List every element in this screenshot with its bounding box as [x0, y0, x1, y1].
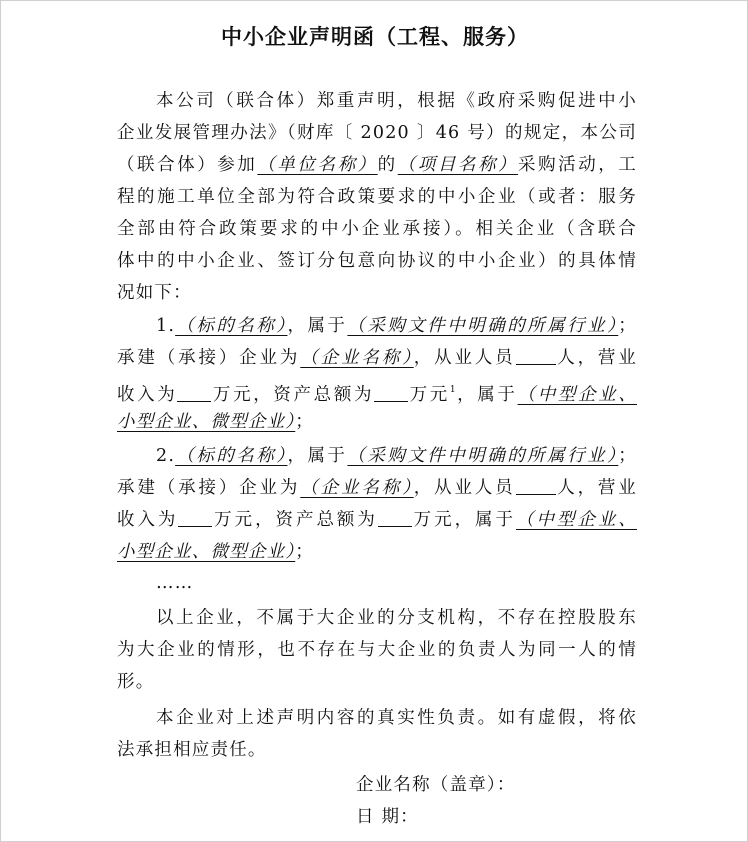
p1-participate-text: （联合体）参加 [117, 155, 258, 175]
item-number: 2. [156, 446, 176, 466]
employees-blank [516, 346, 556, 365]
paragraph-1-line-7: 况如下： [117, 283, 192, 303]
contractor-text: 承建（承接）企业为 [117, 348, 301, 368]
enterprise-size-placeholder: （中型企业、 [517, 385, 638, 405]
company-seal-label: 企业名称（盖章）： [356, 775, 516, 795]
paragraph-3-line-1: 本企业对上述声明内容的真实性负责。如有虚假，将依 [156, 708, 637, 728]
semicolon: ； [295, 412, 314, 432]
semicolon: ； [295, 542, 314, 562]
item-2-line-3 [117, 508, 637, 532]
income-text: 收入为 [117, 385, 178, 405]
belongs-text: ，属于 [287, 446, 348, 466]
subject-name-placeholder: （标的名称） [175, 316, 288, 336]
contractor-text: 承建（承接）企业为 [117, 478, 301, 498]
unit-text: 万元 [408, 385, 450, 405]
belongs-text: ，属于 [287, 316, 348, 336]
company-name-placeholder: （企业名称） [300, 478, 414, 498]
paragraph-2-line-3: 形。 [117, 672, 155, 692]
enterprise-size-placeholder-cont: 小型企业、微型企业） [117, 542, 296, 562]
income-blank [177, 383, 211, 402]
document-title: 中小企业声明函（工程、服务） [221, 25, 529, 49]
belongs-text: ，属于 [455, 385, 518, 405]
item-number: 1. [156, 316, 176, 336]
footnote-marker: 1 [449, 385, 456, 395]
paragraph-3-line-2: 法承担相应责任。 [117, 740, 267, 760]
assets-blank [378, 508, 412, 527]
enterprise-size-placeholder: （中型企业、 [515, 510, 637, 530]
belongs-text: ，属于 [454, 510, 516, 530]
enterprise-size-placeholder-cont: 小型企业、微型企业） [117, 412, 296, 432]
paragraph-2-line-1: 以上企业，不属于大企业的分支机构，不存在控股股东 [156, 608, 637, 628]
paragraph-1-line-5: 全部由符合政策要求的中小企业承接）。相关企业（含联合 [117, 219, 637, 239]
p1-procurement-text: 采购活动，工 [518, 155, 638, 175]
item-2-line-2 [117, 476, 637, 500]
company-name-placeholder: （企业名称） [300, 348, 414, 368]
unit-name-placeholder: （单位名称） [257, 155, 378, 175]
assets-blank [374, 383, 408, 402]
assets-text: 万元，资产总额为 [212, 510, 378, 530]
income-text: 收入为 [117, 510, 179, 530]
revenue-text: 人，营业 [555, 348, 638, 368]
employees-blank [516, 476, 556, 495]
item-1-line-4 [117, 410, 637, 434]
project-name-placeholder: （项目名称） [397, 155, 519, 175]
unit-text: 万元 [411, 510, 455, 530]
employees-text: ，从业人员 [413, 348, 516, 368]
item-1-line-1 [156, 314, 637, 338]
industry-placeholder: （采购文件中明确的所属行业） [347, 316, 619, 336]
ellipsis: …… [156, 573, 194, 593]
date-label: 日 期： [356, 807, 419, 827]
paragraph-1-line-1: 本公司（联合体）郑重声明，根据《政府采购促进中小 [156, 91, 637, 111]
item-2-line-4 [117, 540, 637, 564]
item-1-line-2 [117, 346, 637, 370]
industry-placeholder: （采购文件中明确的所属行业） [347, 446, 619, 466]
paragraph-1-line-4: 程的施工单位全部为符合政策要求的中小企业（或者：服务 [117, 187, 637, 207]
paragraph-2-line-2: 为大企业的情形，也不存在与大企业的负责人为同一人的情 [117, 640, 637, 660]
item-1-line-3 [117, 378, 637, 407]
assets-text: 万元，资产总额为 [211, 385, 375, 405]
item-2-line-1 [156, 444, 637, 468]
subject-name-placeholder: （标的名称） [175, 446, 288, 466]
semicolon: ； [618, 316, 637, 336]
paragraph-1-line-3 [117, 153, 637, 177]
employees-text: ，从业人员 [413, 478, 516, 498]
revenue-text: 人，营业 [555, 478, 638, 498]
p1-of-text: 的 [377, 155, 398, 175]
paragraph-1-line-2: 企业发展管理办法》（财库〔 2020 〕46 号）的规定，本公司 [117, 123, 637, 143]
semicolon: ； [618, 446, 637, 466]
paragraph-1-line-6: 体中的中小企业、签订分包意向协议的中小企业）的具体情 [117, 251, 637, 271]
income-blank [178, 508, 212, 527]
